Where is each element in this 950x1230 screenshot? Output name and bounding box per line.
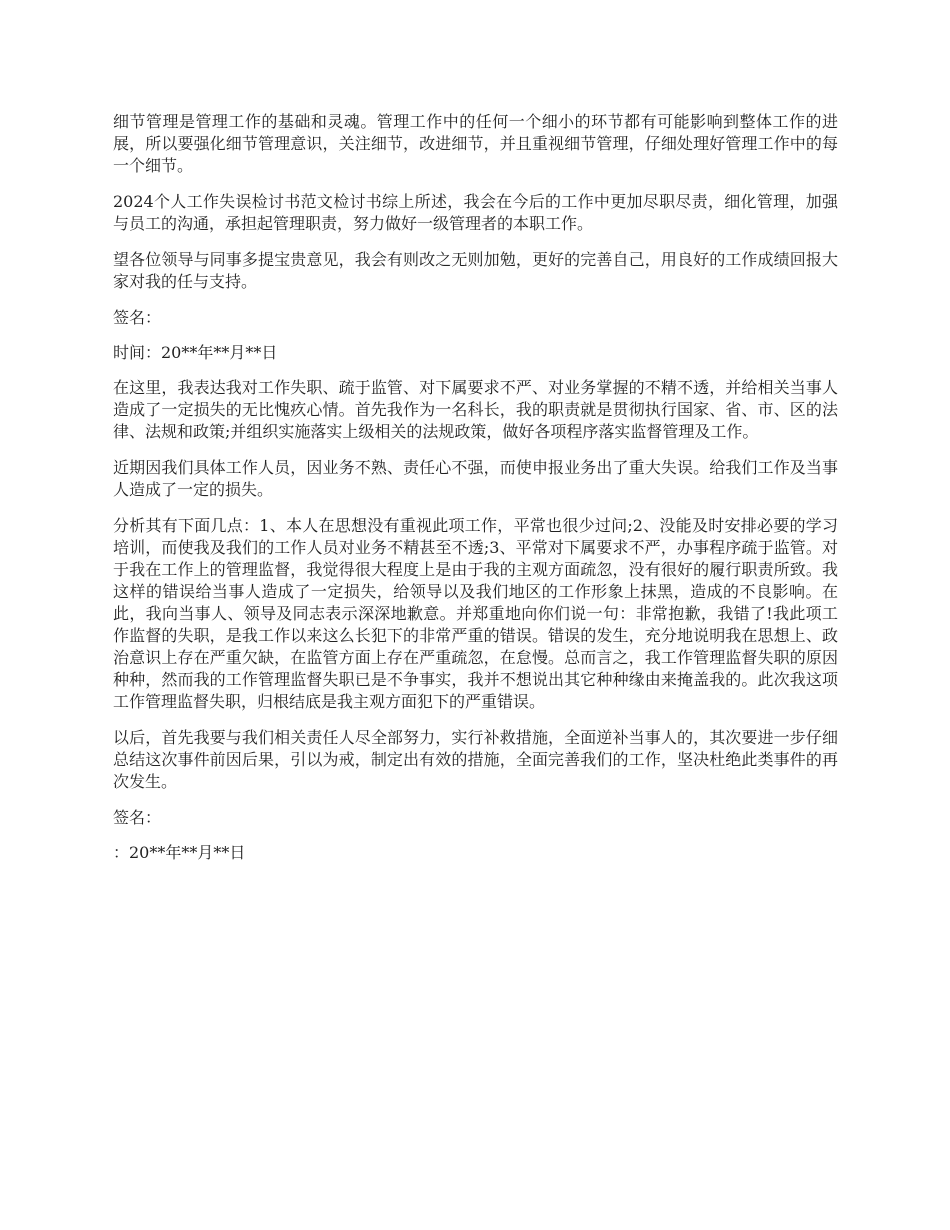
paragraph-remedy: 以后，首先我要与我们相关责任人尽全部努力，实行补救措施，全面逆补当事人的，其次要进一步仔细总结这次事件前因后果，引以为戒，制定出有效的措施，全面完善我们的工作，坚决杜绝此类事件的再次发生。 xyxy=(113,728,838,791)
date-line: 时间：20**年**月**日 xyxy=(113,343,278,362)
paragraph-summary: 2024个人工作失误检讨书范文检讨书综上所述，我会在今后的工作中更加尽职尽责，细化管理，加强与员工的沟通，承担起管理职责，努力做好一级管理者的本职工作。 xyxy=(113,192,838,233)
paragraph-recent-mistake: 近期因我们具体工作人员，因业务不熟、责任心不强，而使申报业务出了重大失误。给我们工作及当事人造成了一定的损失。 xyxy=(113,458,838,499)
paragraph-apology-intro: 在这里，我表达我对工作失职、疏于监管、对下属要求不严、对业务掌握的不精不透，并给相关当事人造成了一定损失的无比愧疚心情。首先我作为一名科长，我的职责就是贯彻执行国家、省、市、区的法律、法规和政策;并组织实施落实上级相关的法规政策，做好各项程序落实监督管理及工作。 xyxy=(113,378,838,441)
paragraph-request-feedback: 望各位领导与同事多提宝贵意见，我会有则改之无则加勉，更好的完善自己，用良好的工作成绩回报大家对我的任与支持。 xyxy=(113,250,838,291)
paragraph-detail-management: 细节管理是管理工作的基础和灵魂。管理工作中的任何一个细小的环节都有可能影响到整体工作的进展，所以要强化细节管理意识，关注细节，改进细节，并且重视细节管理，仔细处理好管理工作中的每一个细节。 xyxy=(113,112,838,175)
signature-label: 签名： xyxy=(113,308,162,327)
date-line-2: ：20**年**月**日 xyxy=(113,843,246,862)
signature-label-2: 签名： xyxy=(113,808,162,827)
document-body xyxy=(113,111,838,877)
paragraph-analysis: 分析其有下面几点：1、本人在思想没有重视此项工作，平常也很少过问;2、没能及时安排必要的学习培训，而使我及我们的工作人员对业务不精甚至不透;3、平常对下属要求不严，办事程序疏于监管。对于我在工作上的管理监督，我觉得很大程度上是由于我的主观方面疏忽，没有很好的履行职责所致。我这样的错误给当事人造成了一定损失，给领导以及我们地区的工作形象上抹黑，造成的不良影响。在此，我向当事人、领导及同志表示深深地歉意。并郑重地向你们说一句：非常抱歉，我错了!我此项工作监督的失职，是我工作以来这么长犯下的非常严重的错误。错误的发生，充分地说明我在思想上、政治意识上存在严重欠缺，在监管方面上存在严重疏忽，在怠慢。总而言之，我工作管理监督失职的原因种种，然而我的工作管理监督失职已是不争事实，我并不想说出其它种种缘由来掩盖我的。此次我这项工作管理监督失职，归根结底是我主观方面犯下的严重错误。 xyxy=(113,516,838,711)
